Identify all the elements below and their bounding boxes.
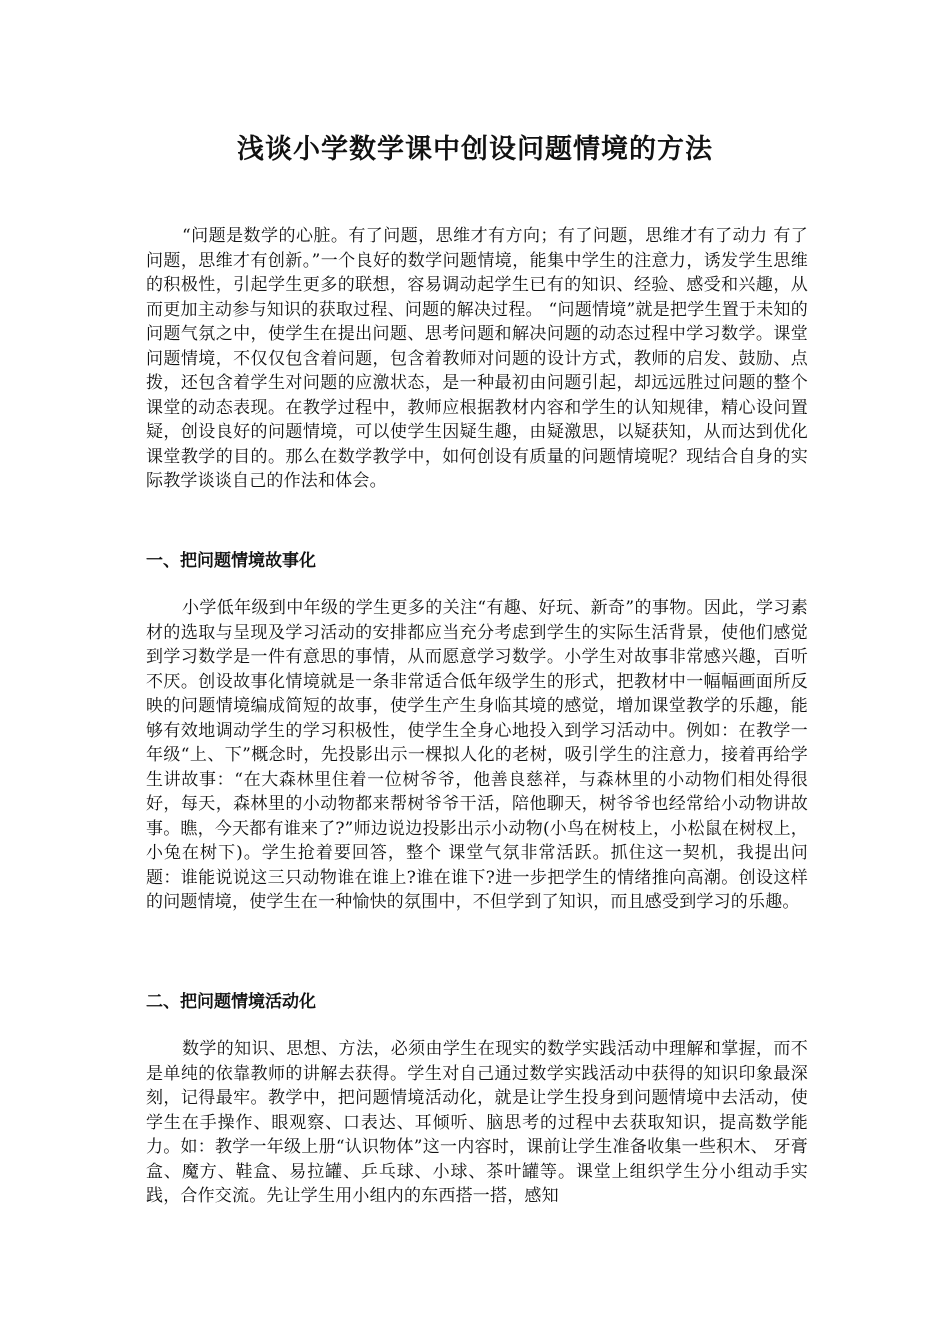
section-heading: 二、把问题情境活动化 [146, 992, 316, 1012]
section-paragraph: 数学的知识、思想、方法，必须由学生在现实的数学实践活动中理解和掌握，而不是单纯的依靠教师的讲解去获得。学生对自己通过数学实践活动中获得的知识印象最深刻，记得最牢。教学中，把问题情境活动化，就是让学生投身到问题情境中去活动，使学生在手操作、眼观察、口表达、耳倾听、脑思考的过程中去获取知识，提高数学能力。如：教学一年级上册“认识物体”这一内容时，课前让学生准备收集一些积木、 牙膏盒、魔方、鞋盒、易拉罐、乒乓球、小球、茶叶罐等。课堂上组织学生分小组动手实践，合作交流。先让学生用小组内的东西搭一搭，感知 [146, 1039, 808, 1206]
intro-paragraph: “问题是数学的心脏。有了问题，思维才有方向；有了问题，思维才有了动力 有了问题，思维才有创新。”一个良好的数学问题情境，能集中学生的注意力，诱发学生思维的积极性，引起学生更多的联想，容易调动起学生已有的知识、经验、感受和兴趣，从而更加主动参与知识的获取过程、问题的解决过程。 “问题情境”就是把学生置于未知的问题气氛之中，使学生在提出问题、思考问题和解决问题的动态过程中学习数学。课堂问题情境，不仅仅包含着问题，包含着教师对问题的设计方式，教师的启发、鼓励、点拨，还包含着学生对问题的应激状态，是一种最初由问题引起，却远远胜过问题的整个课堂的动态表现。在教学过程中，教师应根据教材内容和学生的认知规律，精心设问置疑，创设良好的问题情境，可以使学生因疑生趣，由疑激思，以疑获知，从而达到优化课堂教学的目的。那么在数学教学中，如何创设有质量的问题情境呢？现结合自身的实际教学谈谈自己的作法和体会。 [146, 226, 808, 491]
page-title: 浅谈小学数学课中创设问题情境的方法 [237, 134, 713, 165]
section-heading: 一、把问题情境故事化 [146, 551, 316, 571]
section-paragraph: 小学低年级到中年级的学生更多的关注“有趣、好玩、新奇”的事物。因此，学习素材的选取与呈现及学习活动的安排都应当充分考虑到学生的实际生活背景，使他们感觉到学习数学是一件有意思的事情，从而愿意学习数学。小学生对故事非常感兴趣，百听不厌。创设故事化情境就是一条非常适合低年级学生的形式，把教材中一幅幅画面所反映的问题情境编成简短的故事，使学生产生身临其境的感觉，增加课堂教学的乐趣，能够有效地调动学生的学习积极性，使学生全身心地投入到学习活动中。例如：在教学一年级“上、下”概念时，先投影出示一棵拟人化的老树，吸引学生的注意力，接着再给学生讲故事：“在大森林里住着一位树爷爷，他善良慈祥，与森林里的小动物们相处得很好，每天，森林里的小动物都来帮树爷爷干活，陪他聊天，树爷爷也经常给小动物讲故事。瞧，今天都有谁来了?”师边说边投影出示小动物(小鸟在树枝上，小松鼠在树杈上，小兔在树下)。学生抢着要回答，整个 课堂气氛非常活跃。抓住这一契机，我提出问题：谁能说说这三只动物谁在谁上?谁在谁下?进一步把学生的情绪推向高潮。创设这样的问题情境，使学生在一种愉快的氛围中，不但学到了知识，而且感受到学习的乐趣。 [146, 598, 808, 912]
